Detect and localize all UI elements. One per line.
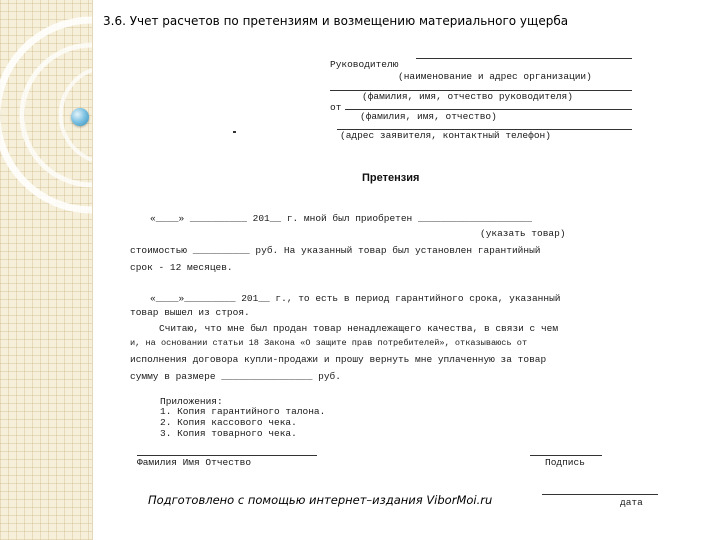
price-line: стоимостью __________ руб. На указанный товар был установлен гарантийный — [130, 245, 541, 256]
claim-line-4: сумму в размере ________________ руб. — [130, 371, 341, 382]
org-caption: (наименование и адрес организации) — [398, 71, 592, 82]
sender-line — [345, 109, 632, 110]
attachment-item: 2. Копия кассового чека. — [160, 417, 297, 428]
to-label: Руководителю — [330, 59, 399, 70]
from-label: от — [330, 102, 342, 113]
warranty-line: срок - 12 месяцев. — [130, 262, 233, 273]
org-line — [416, 58, 632, 59]
sender-caption: (фамилия, имя, отчество) — [360, 111, 497, 122]
failure-date-line: «____»_________ 201__ г., то есть в период гарантийного срока, указанный — [150, 293, 561, 304]
date-line — [542, 494, 658, 495]
date-caption: дата — [620, 497, 643, 508]
failure-line: товар вышел из строя. — [130, 307, 250, 318]
contact-caption: (адрес заявителя, контактный телефон) — [340, 130, 551, 141]
attachment-item: 3. Копия товарного чека. — [160, 428, 297, 439]
claim-line-1: Считаю, что мне был продан товар ненадлежащего качества, в связи с чем — [159, 323, 559, 334]
sign-caption: Подпись — [545, 457, 585, 468]
name-line — [137, 455, 317, 456]
claim-line-2: и, на основании статьи 18 Закона «О защите прав потребителей», отказываюсь от — [130, 338, 528, 348]
sign-line — [530, 455, 602, 456]
document-heading: Претензия — [362, 172, 420, 184]
purchase-line: «____» __________ 201__ г. мной был приобретен ____________________ — [150, 213, 532, 224]
stray-mark — [233, 131, 236, 133]
attachment-item: 1. Копия гарантийного талона. — [160, 406, 326, 417]
attachments-title: Приложения: — [160, 396, 223, 407]
claim-line-3: исполнения договора купли-продажи и прошу вернуть мне уплаченную за товар — [130, 354, 547, 365]
slide-title: 3.6. Учет расчетов по претензиям и возмещению материального ущерба — [103, 14, 569, 28]
name-caption: Фамилия Имя Отчество — [137, 457, 252, 468]
footer-note: Подготовлено с помощью интернет–издания ViborMoi.ru — [148, 493, 493, 507]
goods-caption: (указать товар) — [480, 228, 566, 239]
head-caption: (фамилия, имя, отчество руководителя) — [362, 91, 573, 102]
